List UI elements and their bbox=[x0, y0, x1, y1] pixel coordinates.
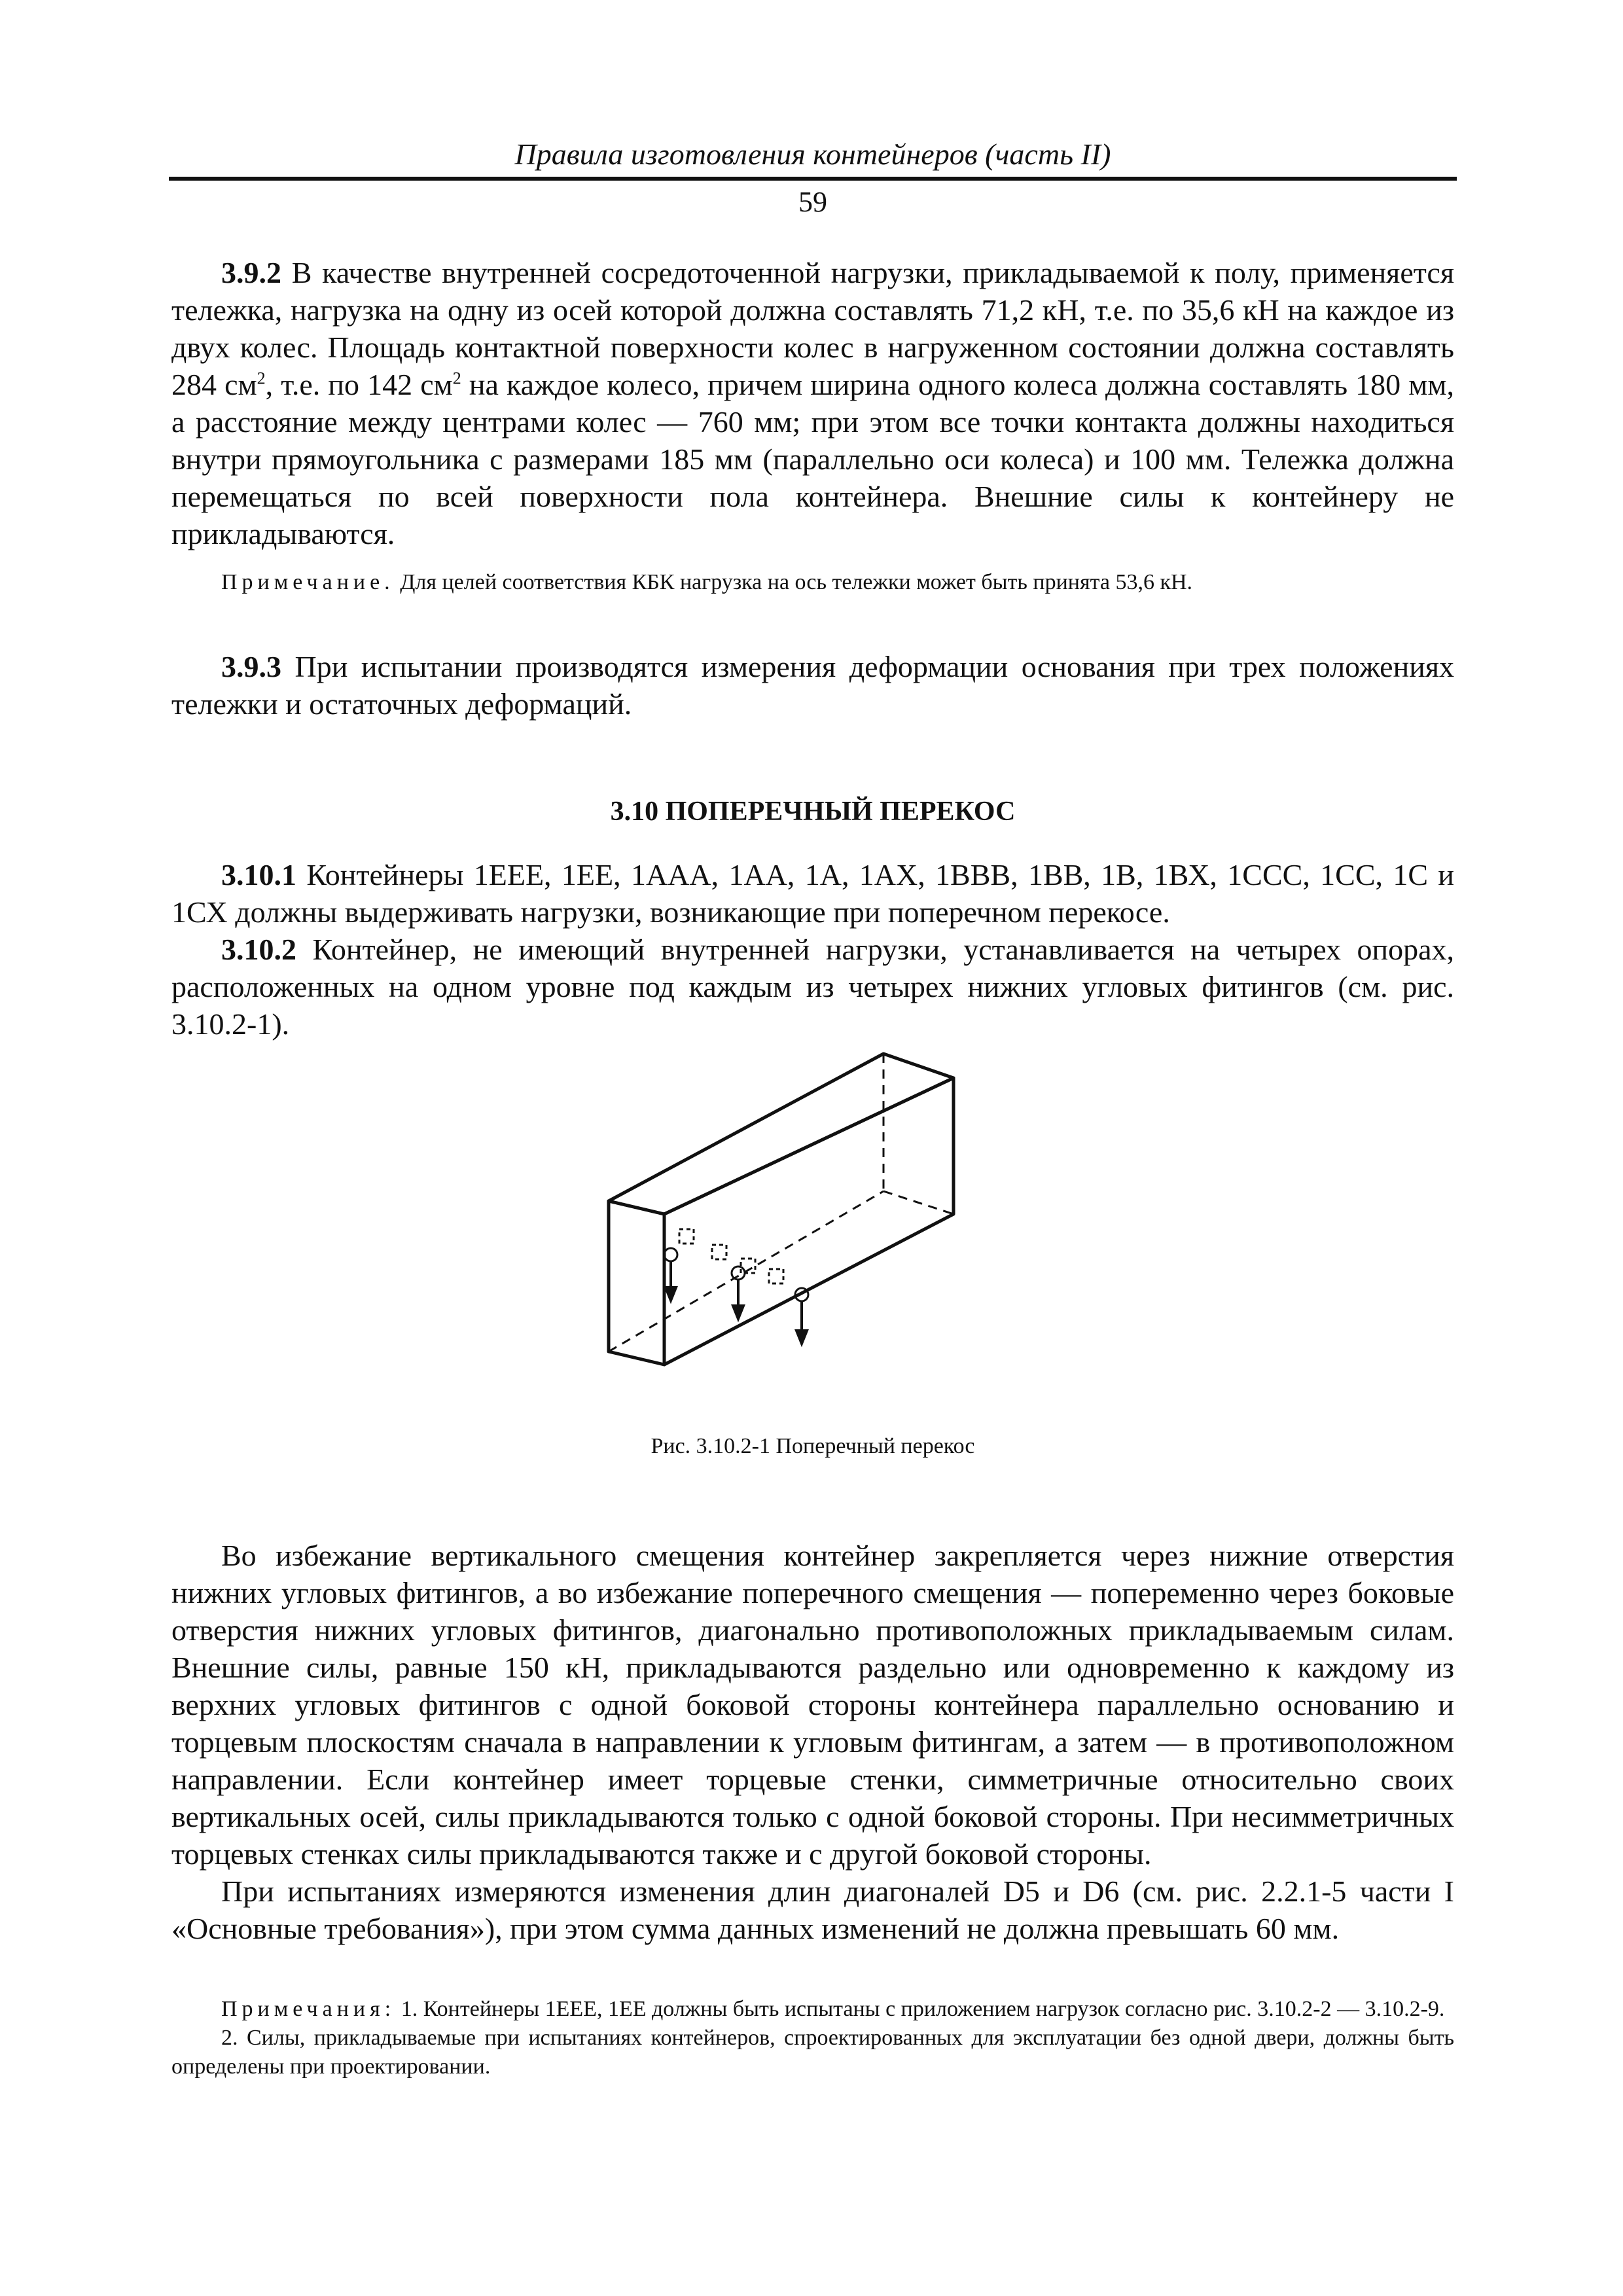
clause-3-10-2-text: 3.10.2 Контейнер, не имеющий внутренней нагрузки, устанавливается на четырех опорах, расположенных на одном уровне под каждым из четырех нижних угловых фитингов (см. рис. 3.10.2-1). bbox=[171, 933, 1454, 1041]
clause-3-10-1 bbox=[171, 856, 1454, 1043]
corner-fitting bbox=[679, 1229, 694, 1244]
end-notes bbox=[171, 1995, 1454, 2081]
arrow-down-icon bbox=[796, 1331, 807, 1344]
racking-test-figure bbox=[589, 1031, 1034, 1384]
container-box-solid bbox=[609, 1054, 954, 1365]
figure-caption: Рис. 3.10.2-1 Поперечный перекос bbox=[651, 1434, 975, 1458]
note-3-9-2 bbox=[171, 568, 1454, 597]
support-point bbox=[664, 1248, 677, 1261]
page-number: 59 bbox=[798, 186, 827, 218]
section-title: 3.10 ПОПЕРЕЧНЫЙ ПЕРЕКОС bbox=[610, 797, 1016, 827]
fixing-text: Во избежание вертикального смещения контейнер закрепляется через нижние отверстия нижних угловых фитингов, а во избежание поперечного смещения — попеременно через боковые отверстия нижних угловых фитингов, диагонально противоположных прикладываемым силам. Внешние силы, равные 150 кН, прикладываются раздельно или одновременно к каждому из верхних угловых фитингов с одной боковой стороны контейнера параллельно основанию и торцевым плоскостям сначала в направлении к угловым фитингам, а затем — в противоположном направлении. Если контейнер имеет торцевые стенки, симметричные относительно своих вертикальных осей, силы прикладываются только с одной боковой стороны. При несимметричных торцевых стенках силы прикладываются также и с другой боковой стороны. bbox=[171, 1539, 1454, 1871]
clause-number: 3.9.3 bbox=[221, 650, 281, 683]
arrow-down-icon bbox=[666, 1287, 676, 1300]
clause-number: 3.9.2 bbox=[221, 256, 281, 289]
container-top-face bbox=[609, 1054, 954, 1214]
container-hidden-edges bbox=[609, 1054, 954, 1352]
clause-3-9-2-text: 3.9.2 В качестве внутренней сосредоточенной нагрузки, прикладываемой к полу, применяется тележка, нагрузка на одну из осей которой должна составлять 71,2 кН, т.е. по 35,6 кН на каждое из двух колес. Площадь контактной поверхности колес в нагруженном состоянии должна составлять 284 $см^2$, т.е. по 142 $см^2$ на каждое колесо, причем ширина одного колеса должна составлять 180 мм, а расстояние между центрами колес — 760 мм; при этом все точки контакта должны находиться внутри прямоугольника с размерами 185 мм (параллельно оси колеса) и 100 мм. Тележка должна перемещаться по всей поверхности пола контейнера. Внешние силы к контейнеру не прикладываются. bbox=[171, 256, 1454, 550]
running-title: Правила изготовления контейнеров (часть II) bbox=[514, 137, 1111, 171]
fittings-and-supports bbox=[664, 1229, 808, 1301]
clause-3-9-3 bbox=[171, 648, 1454, 723]
clause-3-9-3-text: 3.9.3 При испытании производятся измерения деформации основания при трех положениях тележки и остаточных деформаций. bbox=[171, 650, 1454, 721]
clause-3-9-2 bbox=[171, 254, 1454, 552]
clause-3-10-1-text: 3.10.1 Контейнеры 1ЕЕЕ, 1ЕЕ, 1ААА, 1АА, 1А, 1АХ, 1ВВВ, 1ВВ, 1В, 1ВХ, 1ССС, 1СС, 1С и 1СХ должны выдерживать нагрузки, возникающие при поперечном перекосе. bbox=[171, 858, 1454, 929]
corner-fitting bbox=[769, 1269, 783, 1283]
note-label: Примечание. bbox=[221, 570, 395, 594]
end-note-1: Примечания: 1. Контейнеры 1ЕЕЕ, 1ЕЕ должны быть испытаны с приложением нагрузок согласно рис. 3.10.2-2 — 3.10.2-9. bbox=[221, 1997, 1445, 2021]
container-side-face bbox=[664, 1078, 954, 1365]
arrow-down-icon bbox=[733, 1306, 743, 1319]
support-point bbox=[732, 1266, 745, 1280]
note-text: Примечание. Для целей соответствия КБК нагрузка на ось тележки может быть принята 53,6 кН. bbox=[221, 570, 1193, 594]
measurement-text: При испытаниях измеряются изменения длин диагоналей D5 и D6 (см. рис. 2.2.1-5 части I «Основные требования»), при этом сумма данных изменений не должна превышать 60 мм. bbox=[171, 1874, 1454, 1945]
clause-number: 3.10.1 bbox=[221, 858, 296, 891]
header-rule bbox=[169, 177, 1457, 181]
end-note-2: 2. Силы, прикладываемые при испытаниях контейнеров, спроектированных для эксплуатации без одной двери, должны быть определены при проектировании. bbox=[171, 2026, 1454, 2079]
container-end-face bbox=[609, 1201, 664, 1365]
corner-fitting bbox=[712, 1245, 726, 1259]
fixing-paragraph bbox=[171, 1537, 1454, 1947]
clause-number: 3.10.2 bbox=[221, 933, 296, 966]
notes-label: Примечания: bbox=[221, 1997, 396, 2021]
